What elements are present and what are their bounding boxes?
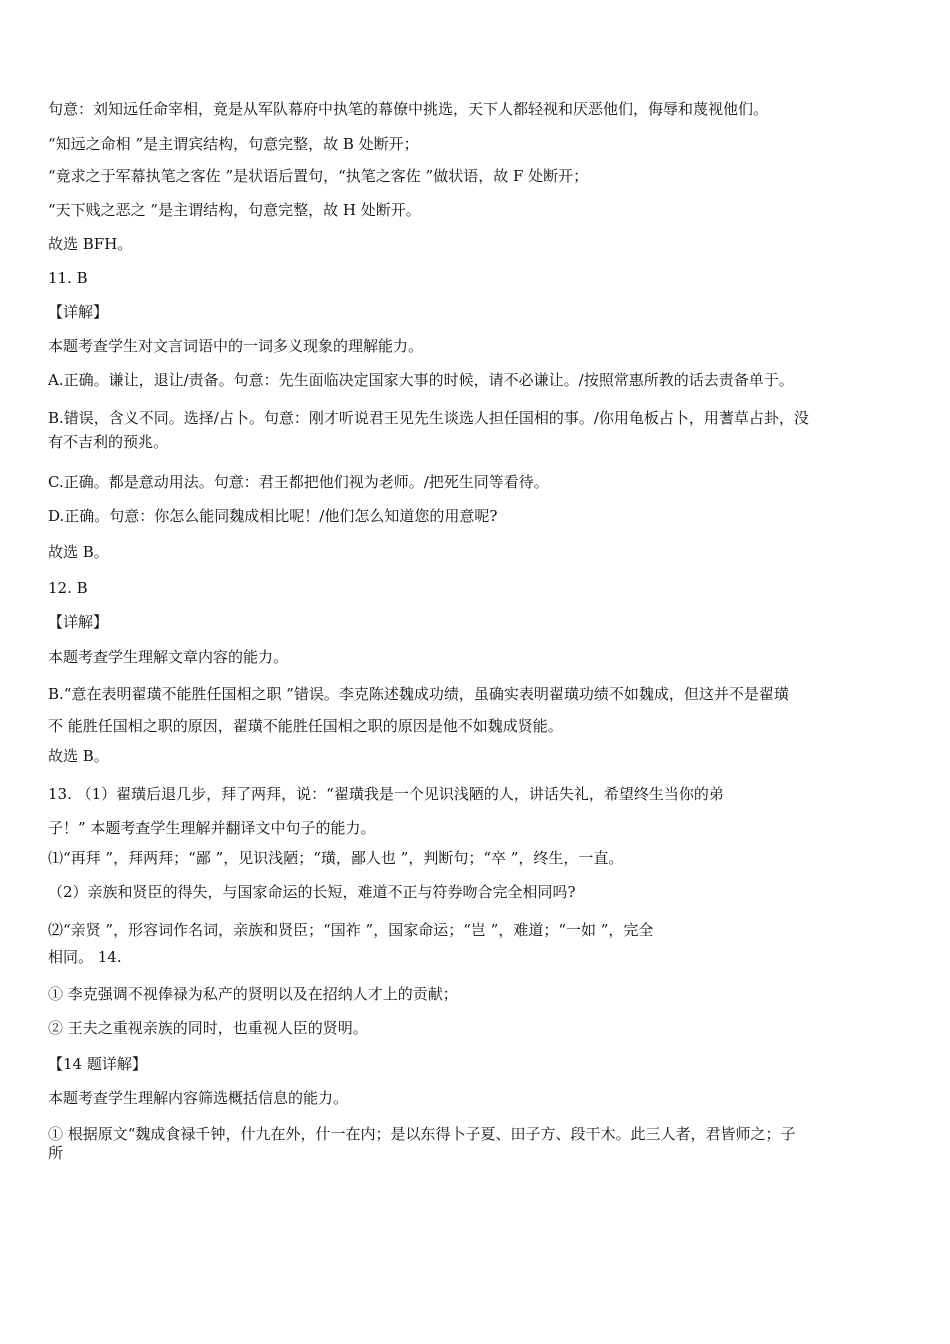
- text-line: C.正确。都是意动用法。句意：君王都把他们视为老师。/把死生同等看待。: [48, 473, 549, 491]
- text-line: D.正确。句意：你怎么能同魏成相比呢！/他们怎么知道您的用意呢?: [48, 507, 498, 525]
- section-heading: 【14 题详解】: [48, 1055, 147, 1073]
- text-line: 子！” 本题考查学生理解并翻译文中句子的能力。: [48, 819, 376, 837]
- text-line: B.错误，含义不同。选择/占卜。句意：刚才听说君王见先生谈选人担任国相的事。/你用龟板占卜，用蓍草占卦，没: [48, 409, 809, 427]
- text-line: （2）亲族和贤臣的得失，与国家命运的长短，难道不正与符券吻合完全相同吗?: [48, 883, 576, 901]
- text-line: ⑵“亲贤 ”，形容词作名词，亲族和贤臣；“国祚 ”，国家命运；“岂 ”，难道；“一如 ”，完全: [48, 921, 654, 939]
- text-line: 本题考查学生对文言词语中的一词多义现象的理解能力。: [48, 337, 424, 355]
- text-line: “知远之命相 ”是主谓宾结构，句意完整，故 B 处断开；: [48, 135, 419, 153]
- text-line: ① 根据原文“魏成食禄千钟，什九在外，什一在内；是以东得卜子夏、田子方、段干木。此三人者，君皆师之；子: [48, 1125, 796, 1143]
- text-line: 句意：刘知远任命宰相，竟是从军队幕府中执笔的幕僚中挑选，天下人都轻视和厌恶他们，侮辱和蔑视他们。: [48, 100, 769, 118]
- text-line: 本题考查学生理解内容筛选概括信息的能力。: [48, 1089, 349, 1107]
- text-line: ② 王夫之重视亲族的同时，也重视人臣的贤明。: [48, 1019, 368, 1037]
- text-line: “天下贱之恶之 ”是主谓结构，句意完整，故 H 处断开。: [48, 201, 421, 219]
- section-heading: 【详解】: [48, 613, 109, 631]
- text-line: ⑴“再拜 ”，拜两拜；“鄙 ”，见识浅陋；“璜，鄙人也 ”，判断句；“卒 ”，终生，一直。: [48, 849, 624, 867]
- text-line: 故选 B。: [48, 747, 109, 765]
- question-number: 12. B: [48, 579, 88, 597]
- text-line: “竟求之于军幕执笔之客佐 ”是状语后置句，“执笔之客佐 ”做状语，故 F 处断开；: [48, 167, 589, 185]
- text-line: 故选 BFH。: [48, 235, 133, 253]
- text-line: B.“意在表明翟璜不能胜任国相之职 ”错误。李克陈述魏成功绩，虽确实表明翟璜功绩不如魏成，但这并不是翟璜: [48, 685, 789, 703]
- section-heading: 【详解】: [48, 303, 109, 321]
- text-line: 不 能胜任国相之职的原因，翟璜不能胜任国相之职的原因是他不如魏成贤能。: [48, 717, 563, 735]
- text-line: ① 李克强调不视俸禄为私产的贤明以及在招纳人才上的贡献；: [48, 985, 458, 1003]
- text-line: 有不吉利的预兆。: [48, 433, 169, 451]
- question-number: 13. （1）翟璜后退几步，拜了两拜，说：“翟璜我是一个见识浅陋的人，讲话失礼，希望终生当你的弟: [48, 785, 724, 803]
- text-line: 所: [48, 1144, 64, 1162]
- text-line: 本题考查学生理解文章内容的能力。: [48, 648, 289, 666]
- text-line: A.正确。谦让，退让/责备。句意：先生面临决定国家大事的时候，请不必谦让。/按照常惠所教的话去责备单于。: [48, 371, 794, 389]
- question-number: 11. B: [48, 269, 88, 287]
- text-line: 故选 B。: [48, 543, 109, 561]
- text-line: 相同。 14.: [48, 948, 122, 966]
